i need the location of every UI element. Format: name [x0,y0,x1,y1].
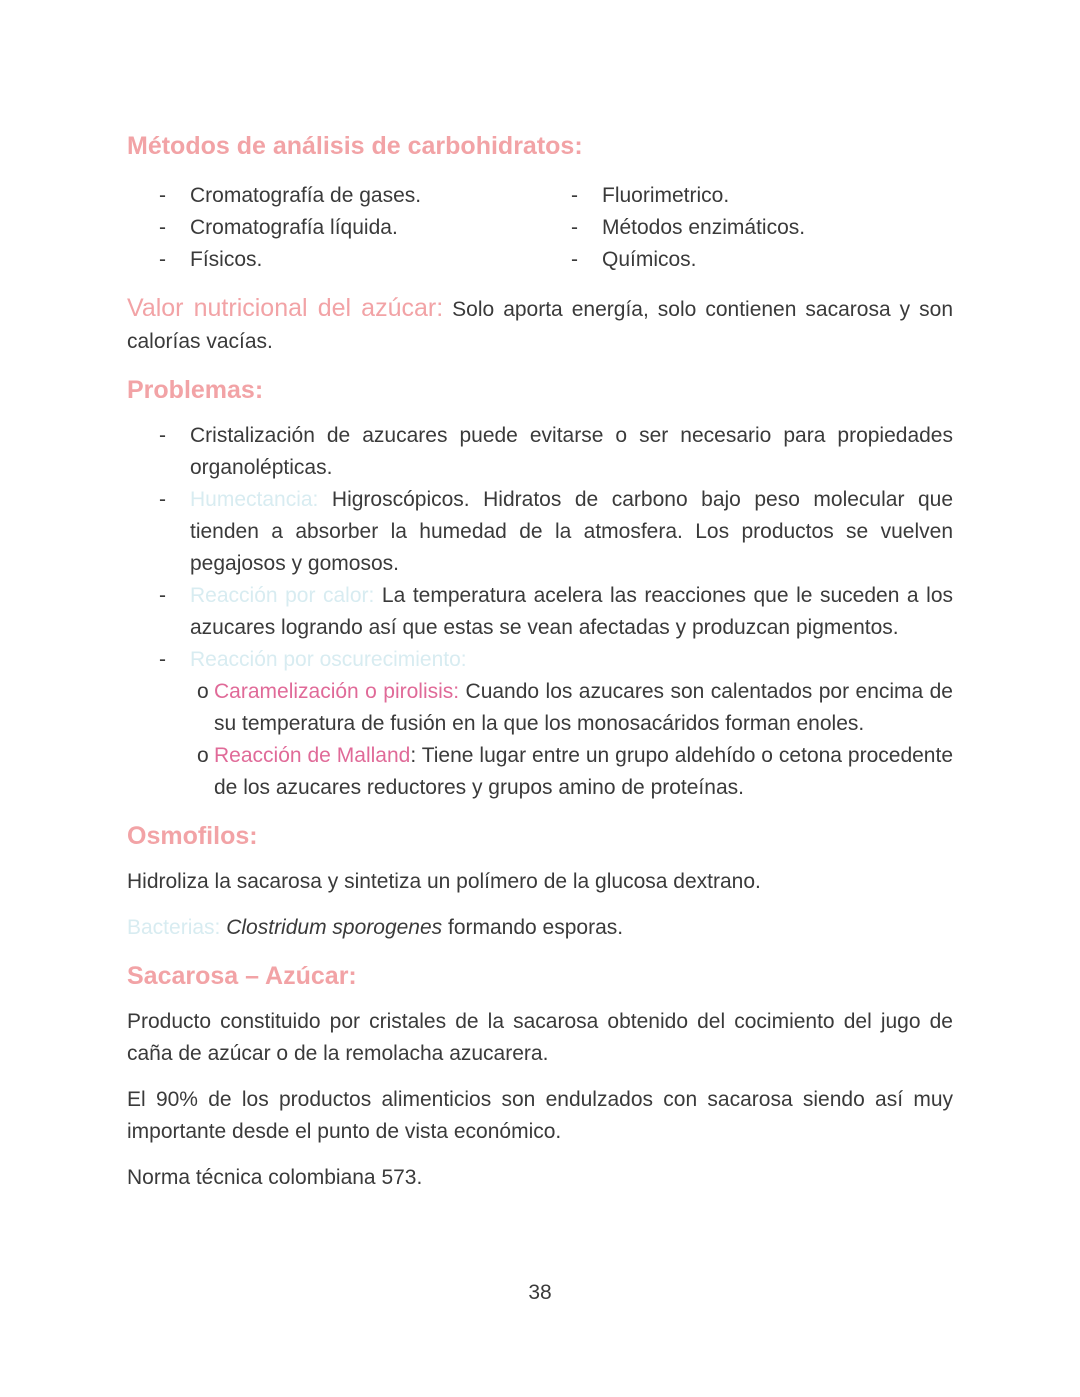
caramelizacion-label: Caramelización o pirolisis: [214,680,460,703]
reaccion-calor-label: Reacción por calor: [190,584,375,607]
bacterias-label: Bacterias: [127,916,221,939]
sub-list-item: o Caramelización o pirolisis: Cuando los azucares son calentados por encima de su temperatura de fusión en la que los monosacáridos forman enoles. [197,680,953,735]
osmofilos-paragraph: Hidroliza la sacarosa y sintetiza un polímero de la glucosa dextrano. [127,870,761,893]
list-item: - Cromatografía líquida. [159,216,398,239]
bacterias-paragraph: Bacterias: Clostridum sporogenes formando esporas. [127,916,624,939]
sacarosa-paragraph-1: Producto constituido por cristales de la sacarosa obtenido del cocimiento del jugo de caña de azúcar o de la remolacha azucarera. [127,1010,953,1065]
valor-paragraph: Valor nutricional del azúcar: Solo aporta energía, solo contienen sacarosa y son calorías vacías. [127,294,953,353]
problemas-heading: Problemas: [127,376,264,404]
sacarosa-paragraph-2: El 90% de los productos alimenticios son endulzados con sacarosa siendo así muy importante desde el punto de vista económico. [127,1088,953,1143]
malland-label: Reacción de Malland [214,744,411,767]
reaccion-oscurecimiento-label: Reacción por oscurecimiento: [190,648,467,671]
sacarosa-paragraph-3: Norma técnica colombiana 573. [127,1166,423,1189]
valor-heading: Valor nutricional del azúcar: [127,294,444,322]
sacarosa-heading: Sacarosa – Azúcar: [127,962,357,990]
page-content [127,128,953,1194]
list-item: - Métodos enzimáticos. [571,216,806,239]
sub-list-item: o Reacción de Malland: Tiene lugar entre un grupo aldehído o cetona procedente de los azucares reductores y grupos amino de proteínas. [197,744,953,799]
page-number: 38 [528,1281,552,1304]
humectancia-label: Humectancia: [190,488,319,511]
metodos-heading: Métodos de análisis de carbohidratos: [127,132,583,160]
list-item: - Reacción por oscurecimiento: [159,648,467,671]
problemas-list [127,420,953,804]
list-item: - Humectancia: Higroscópicos. Hidratos de carbono bajo peso molecular que tienden a absorber la humedad de la atmosfera. Los productos se vuelven pegajosos y gomosos. [159,488,953,575]
list-item: - Físicos. [159,248,263,271]
metodos-list [127,180,953,276]
list-item: - Cromatografía de gases. [159,184,422,207]
osmofilos-heading: Osmofilos: [127,822,258,850]
list-item: - Reacción por calor: La temperatura acelera las reacciones que le suceden a los azucares logrando así que estas se vean afectadas y produzcan pigmentos. [159,584,953,639]
list-item: - Químicos. [571,248,697,271]
metodos-left-column [127,180,571,276]
list-item: - Cristalización de azucares puede evitarse o ser necesario para propiedades organolépticas. [159,424,953,479]
list-item: - Fluorimetrico. [571,184,730,207]
metodos-right-column [571,180,953,276]
